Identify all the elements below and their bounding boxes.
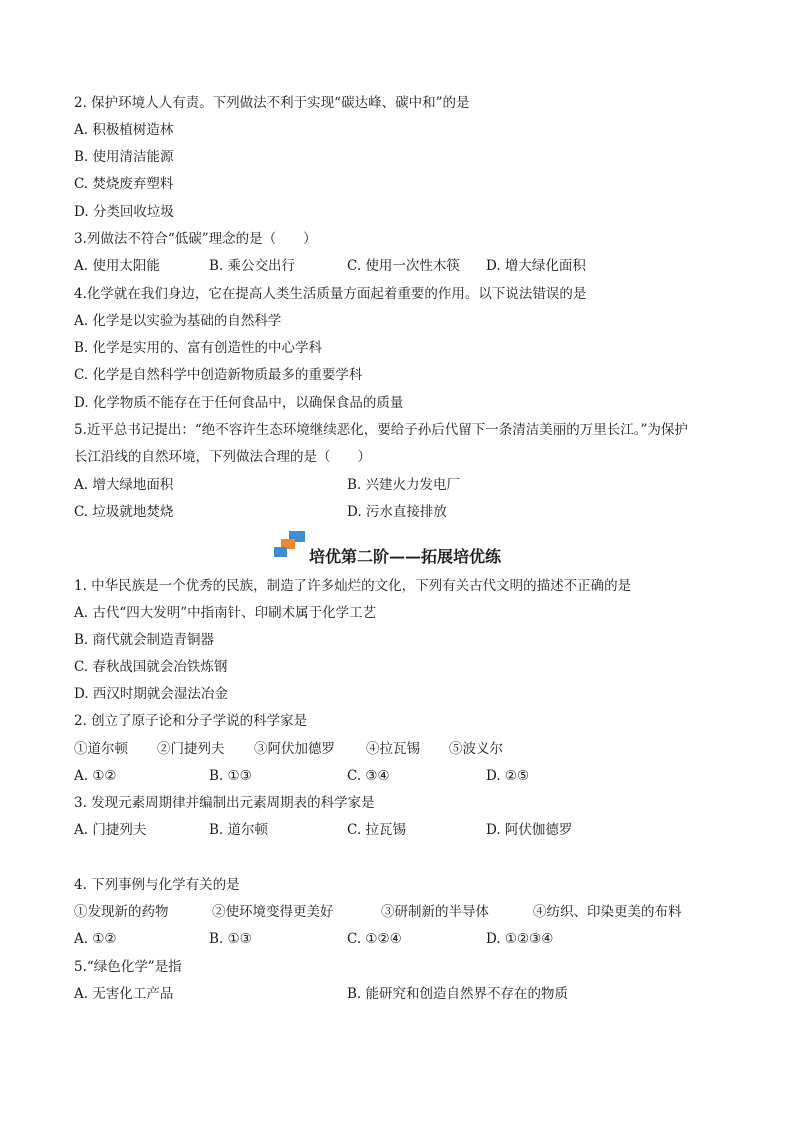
option-a: A. 古代“四大发明”中指南针、印刷术属于化学工艺	[74, 605, 377, 621]
option-d: D. ①②③④	[486, 931, 554, 947]
question-stem: 2. 保护环境人人有责。下列做法不利于实现“碳达峰、碳中和”的是	[74, 95, 470, 111]
question-stem-continued: 长江沿线的自然环境，下列做法合理的是（ ）	[74, 449, 371, 465]
question-stem: 3.列做法不符合“低碳”理念的是（ ）	[74, 231, 317, 247]
option-a: A. ①②	[74, 931, 117, 947]
option-d: D. ②⑤	[486, 768, 530, 784]
option-d: D. 化学物质不能存在于任何食品中，以确保食品的质量	[74, 395, 404, 411]
option-b: B. 能研究和创造自然界不存在的物质	[347, 986, 569, 1002]
option-c: C. 化学是自然科学中创造新物质最多的重要学科	[74, 367, 363, 383]
option-c: C. 春秋战国就会冶铁炼钢	[74, 659, 228, 675]
choice-item: ⑤波义尔	[449, 741, 503, 757]
section-logo-icon	[273, 530, 307, 562]
choice-item: ②门捷列夫	[157, 741, 225, 757]
question-stem: 5.近平总书记提出：“绝不容许生态环境继续恶化，要给子孙后代留下一条清洁美丽的万里长江。”为保护	[74, 422, 688, 438]
option-a: A. 无害化工产品	[74, 986, 174, 1002]
option-b: B. 化学是实用的、富有创造性的中心学科	[74, 340, 323, 356]
option-c: C. ①②④	[347, 931, 402, 947]
option-d: D. 阿伏伽德罗	[486, 822, 573, 838]
option-c: C. 垃圾就地焚烧	[74, 504, 174, 520]
choice-item: ④拉瓦锡	[366, 741, 420, 757]
question-stem: 5.“绿色化学”是指	[74, 959, 182, 975]
option-b: B. ①③	[209, 768, 252, 784]
question-stem: 4. 下列事例与化学有关的是	[74, 877, 240, 893]
option-d: D. 污水直接排放	[347, 504, 447, 520]
option-a: A. ①②	[74, 768, 117, 784]
option-c: C. 使用一次性木筷	[347, 258, 460, 274]
option-b: B. 使用清洁能源	[74, 149, 174, 165]
option-b: B. 商代就会制造青铜器	[74, 632, 215, 648]
option-b: B. ①③	[209, 931, 252, 947]
option-d: D. 增大绿化面积	[486, 258, 586, 274]
option-a: A. 门捷列夫	[74, 822, 147, 838]
option-b: B. 兴建火力发电厂	[347, 477, 461, 493]
choice-item: ④纺织、印染更美的布料	[533, 904, 682, 920]
choice-item: ②使环境变得更美好	[212, 904, 334, 920]
option-c: C. ③④	[347, 768, 390, 784]
choice-item: ③研制新的半导体	[381, 904, 489, 920]
choice-item: ①道尔顿	[74, 741, 128, 757]
option-a: A. 化学是以实验为基础的自然科学	[74, 313, 282, 329]
option-a: A. 使用太阳能	[74, 258, 160, 274]
option-d: D. 分类回收垃圾	[74, 204, 174, 220]
option-c: C. 拉瓦锡	[347, 822, 406, 838]
option-b: B. 道尔顿	[209, 822, 269, 838]
choice-item: ③阿伏加德罗	[254, 741, 335, 757]
option-a: A. 积极植树造林	[74, 122, 174, 138]
option-d: D. 西汉时期就会湿法冶金	[74, 686, 228, 702]
section-title: 培优第二阶——拓展培优练	[309, 547, 502, 566]
option-a: A. 增大绿地面积	[74, 477, 174, 493]
question-stem: 3. 发现元素周期律并编制出元素周期表的科学家是	[74, 795, 375, 811]
option-c: C. 焚烧废弃塑料	[74, 176, 174, 192]
question-stem: 4.化学就在我们身边，它在提高人类生活质量方面起着重要的作用。以下说法错误的是	[74, 286, 587, 302]
question-stem: 2. 创立了原子论和分子学说的科学家是	[74, 713, 308, 729]
option-b: B. 乘公交出行	[209, 258, 296, 274]
question-stem: 1. 中华民族是一个优秀的民族，制造了许多灿烂的文化，下列有关古代文明的描述不正确的是	[74, 578, 632, 594]
choice-item: ①发现新的药物	[74, 904, 169, 920]
